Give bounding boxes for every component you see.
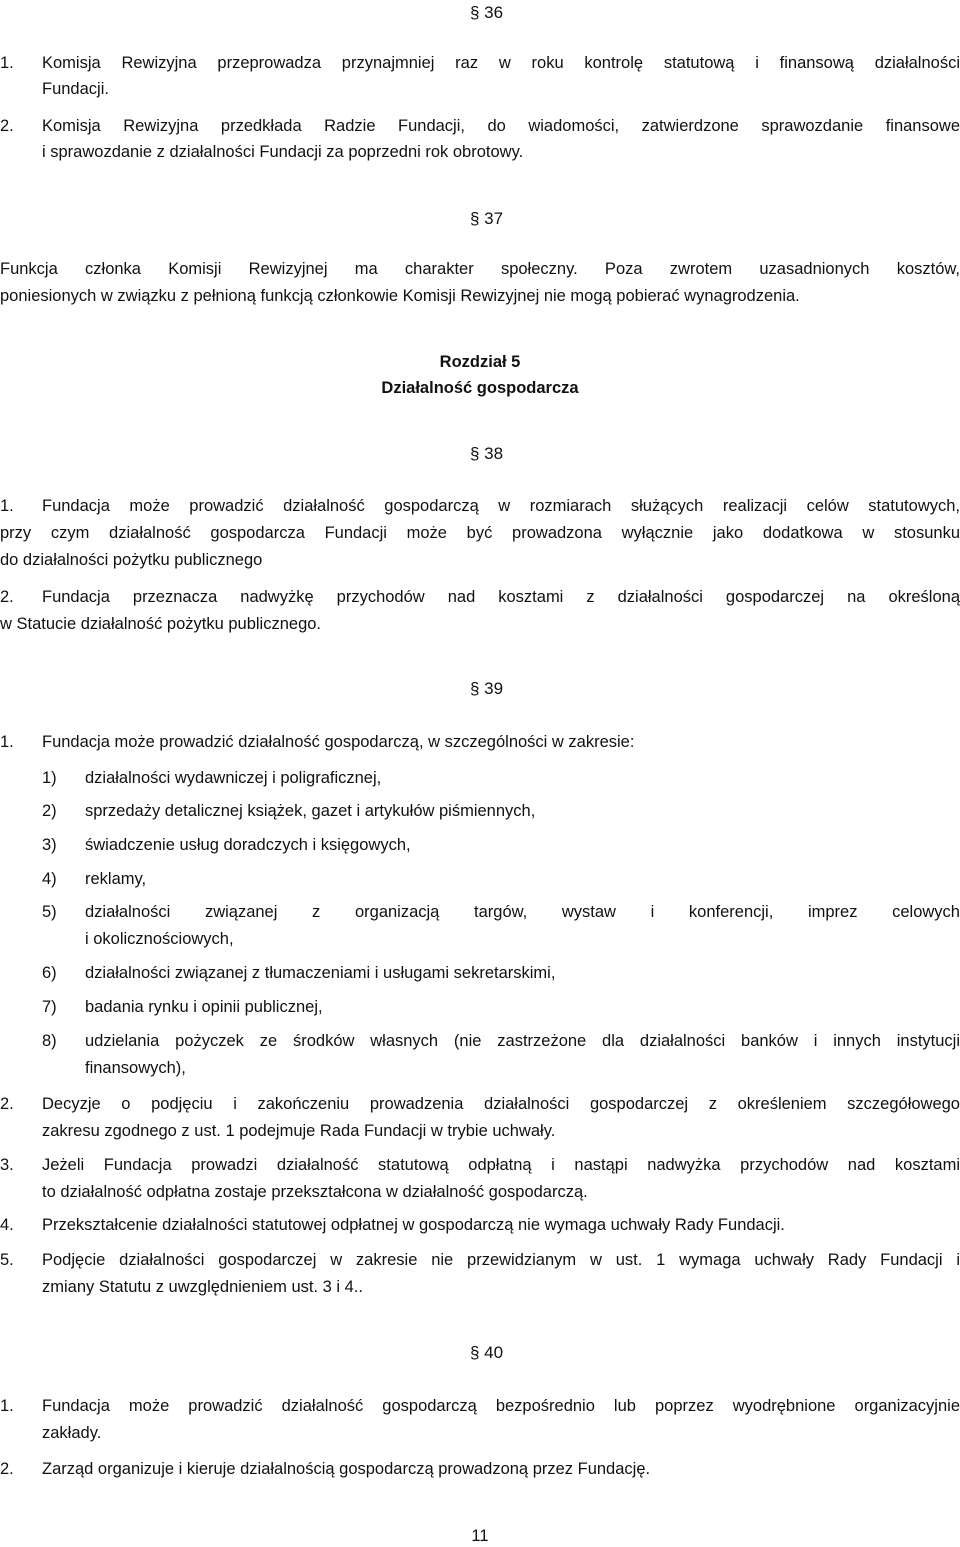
paragraph-line: Fundacja przeznacza nadwyżkę przychodów nad kosztami z działalności gospodarczej na określoną (42, 588, 960, 606)
item-number: 1. (0, 497, 14, 515)
section-heading-36: § 36 (470, 3, 504, 22)
item-number: 1. (0, 1397, 14, 1415)
item-number: 3. (0, 1156, 14, 1174)
subitem-number: 2) (42, 802, 57, 820)
subitem-text: udzielania pożyczek ze środków własnych (nie zastrzeżone dla działalności banków i innych instytucji (85, 1032, 960, 1050)
subitem-number: 5) (42, 903, 57, 921)
paragraph-line: zakłady. (42, 1424, 102, 1442)
item-number: 1. (0, 733, 14, 751)
paragraph-line: Fundacji. (42, 80, 109, 98)
subitem-number: 7) (42, 998, 57, 1016)
paragraph-line: to działalność odpłatna zostaje przekształcona w działalność gospodarczą. (42, 1183, 588, 1201)
chapter-number: Rozdział 5 (439, 353, 521, 371)
paragraph-line: przy czym działalność gospodarcza Fundacji może być prowadzona wyłącznie jako dodatkowa w stosunku (0, 524, 960, 542)
paragraph-line: Przekształcenie działalności statutowej odpłatnej w gospodarczą nie wymaga uchwały Rady Fundacji. (42, 1216, 785, 1234)
section-heading-40: § 40 (470, 1343, 504, 1362)
subitem-text: i okolicznościowych, (85, 930, 234, 948)
paragraph-line: Fundacja może prowadzić działalność gospodarczą bezpośrednio lub poprzez wyodrębnione organizacyjnie (42, 1397, 960, 1415)
chapter-title: Działalność gospodarcza (381, 379, 579, 397)
paragraph-line: zmiany Statutu z uwzględnieniem ust. 3 i 4.. (42, 1278, 363, 1296)
section-heading-37: § 37 (470, 209, 504, 228)
paragraph-line: Fundacja może prowadzić działalność gospodarczą w rozmiarach służących realizacji celów statutowych, (42, 497, 960, 515)
subitem-text: świadczenie usług doradczych i księgowych, (85, 836, 411, 854)
paragraph-line: i sprawozdanie z działalności Fundacji za poprzedni rok obrotowy. (42, 143, 524, 161)
item-number: 2. (0, 588, 14, 606)
subitem-text: badania rynku i opinii publicznej, (85, 998, 323, 1016)
subitem-number: 6) (42, 964, 57, 982)
item-number: 1. (0, 54, 14, 72)
subitem-text: finansowych), (85, 1059, 186, 1077)
page-number: 11 (471, 1527, 489, 1545)
paragraph-line: Komisja Rewizyjna przeprowadza przynajmniej raz w roku kontrolę statutową i finansową działalności (42, 54, 960, 72)
subitem-text: działalności związanej z organizacją targów, wystaw i konferencji, imprez celowych (85, 903, 960, 921)
section-heading-39: § 39 (470, 679, 504, 698)
paragraph-line: Podjęcie działalności gospodarczej w zakresie nie przewidzianym w ust. 1 wymaga uchwały Rady Fundacji i (42, 1251, 960, 1269)
item-number: 4. (0, 1216, 14, 1234)
subitem-number: 8) (42, 1032, 57, 1050)
paragraph-line: Fundacja może prowadzić działalność gospodarczą, w szczególności w zakresie: (42, 733, 635, 751)
item-number: 2. (0, 1460, 14, 1478)
paragraph-line: Komisja Rewizyjna przedkłada Radzie Fundacji, do wiadomości, zatwierdzone sprawozdanie finansowe (42, 117, 960, 135)
subitem-number: 4) (42, 870, 57, 888)
paragraph-line: w Statucie działalność pożytku publicznego. (0, 615, 322, 633)
subitem-number: 1) (42, 769, 57, 787)
paragraph-line: poniesionych w związku z pełnioną funkcją członkowie Komisji Rewizyjnej nie mogą pobierać wynagrodzenia. (0, 287, 800, 305)
item-number: 5. (0, 1251, 14, 1269)
paragraph-line: Funkcja członka Komisji Rewizyjnej ma charakter społeczny. Poza zwrotem uzasadnionych kosztów, (0, 260, 960, 278)
paragraph-line: Zarząd organizuje i kieruje działalnością gospodarczą prowadzoną przez Fundację. (42, 1460, 651, 1478)
subitem-text: reklamy, (85, 870, 147, 888)
paragraph-line: Decyzje o podjęciu i zakończeniu prowadzenia działalności gospodarczej z określeniem szczegółowego (42, 1095, 960, 1113)
subitem-text: sprzedaży detalicznej książek, gazet i artykułów piśmiennych, (85, 802, 536, 820)
subitem-text: działalności związanej z tłumaczeniami i usługami sekretarskimi, (85, 964, 556, 982)
subitem-text: działalności wydawniczej i poligraficznej, (85, 769, 382, 787)
item-number: 2. (0, 117, 14, 135)
paragraph-line: zakresu zgodnego z ust. 1 podejmuje Rada Fundacji w trybie uchwały. (42, 1122, 556, 1140)
paragraph-line: Jeżeli Fundacja prowadzi działalność statutową odpłatną i nastąpi nadwyżka przychodów nad kosztami (42, 1156, 960, 1174)
subitem-number: 3) (42, 836, 57, 854)
item-number: 2. (0, 1095, 14, 1113)
paragraph-line: do działalności pożytku publicznego (0, 551, 263, 569)
section-heading-38: § 38 (470, 444, 504, 463)
